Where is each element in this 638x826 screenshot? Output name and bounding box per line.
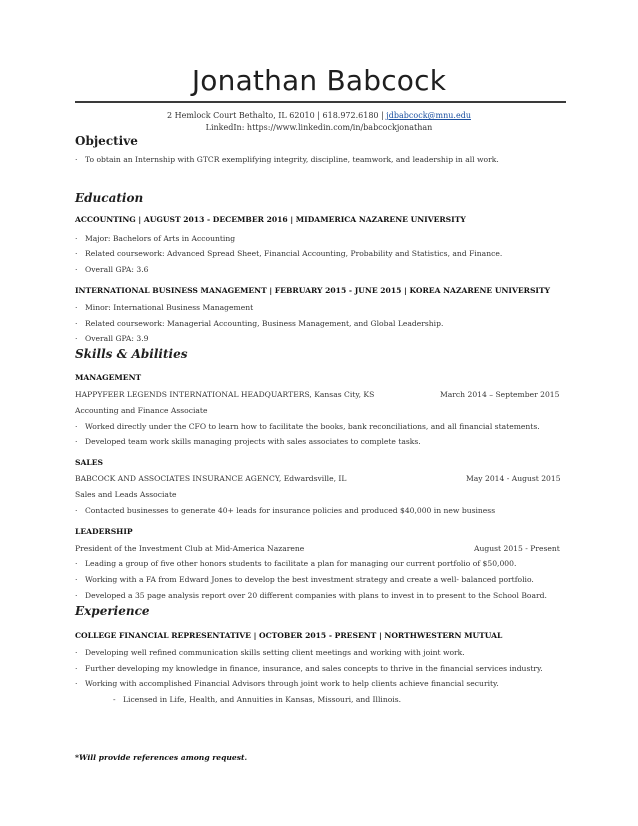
experience-entry-title: COLLEGE FINANCIAL REPRESENTATIVE | OCTOBER 2015 - PRESENT | NORTHWESTERN MUTUAL [75,631,503,640]
job-role: Accounting and Finance Associate [75,406,208,415]
objective-heading: Objective [75,134,138,148]
bullet-glyph: · [75,155,78,164]
list-item: · Major: Bachelors of Arts in Accounting [75,234,236,243]
employer-line: President of the Investment Club at Mid-America Nazarene [75,544,305,553]
list-item: · Related coursework: Managerial Accounting, Business Management, and Global Leadership. [75,319,444,328]
list-item: · Developed team work skills managing projects with sales associates to complete tasks. [75,437,421,446]
list-item: · Developing well refined communication skills setting client meetings and working with joint work. [75,648,465,657]
skill-category-leadership: LEADERSHIP [75,527,133,536]
list-item: · Related coursework: Advanced Spread Sheet, Financial Accounting, Probability and Statistics, and Finance. [75,249,503,258]
skill-category-sales: SALES [75,458,103,467]
list-item: · Working with a FA from Edward Jones to develop the best investment strategy and create a well- balanced portfolio. [75,575,534,584]
education-entry-title: INTERNATIONAL BUSINESS MANAGEMENT | FEBRUARY 2015 - JUNE 2015 | KOREA NAZARENE UNIVERSITY [75,286,551,295]
education-heading: Education [75,191,144,205]
list-item: · Overall GPA: 3.6 [75,265,149,274]
candidate-name: Jonathan Babcock [191,64,447,97]
email-link[interactable]: jdbabcock@mnu.edu [386,111,471,120]
employer-line: HAPPYFEER LEGENDS INTERNATIONAL HEADQUARTERS, Kansas City, KS [75,390,375,399]
list-item: · Further developing my knowledge in finance, insurance, and sales concepts to thrive in the financial services industry. [75,664,543,673]
list-item: · Minor: International Business Management [75,303,254,312]
list-item: · Developed a 35 page analysis report over 20 different companies with plans to invest in to present to the School Board. [75,591,547,600]
education-entry-title: ACCOUNTING | AUGUST 2013 - DECEMBER 2016 | MIDAMERICA NAZARENE UNIVERSITY [75,215,466,224]
date-range: August 2015 - Present [474,544,560,553]
linkedin-line[interactable]: LinkedIn: https://www.linkedin.com/in/babcockjonathan [205,123,433,132]
objective-text: · To obtain an Internship with GTCR exemplifying integrity, discipline, teamwork, and leadership in all work. [75,155,499,164]
header-divider [75,101,566,103]
job-role: Sales and Leads Associate [75,490,177,499]
skills-heading: Skills & Abilities [75,347,188,361]
contact-line [0,111,638,120]
list-item: · Leading a group of five other honors students to facilitate a plan for managing our current portfolio of $50,000. [75,559,517,568]
date-range: March 2014 – September 2015 [440,390,560,399]
references-note: *Will provide references among request. [75,753,248,762]
list-item: · Overall GPA: 3.9 [75,334,149,343]
skill-category-management: MANAGEMENT [75,373,142,382]
list-item: · Contacted businesses to generate 40+ leads for insurance policies and produced $40,000 in new business [75,506,496,515]
address-phone: 2 Hemlock Court Bethalto, IL 62010 | 618.972.6180 | [167,111,387,120]
employer-line: BABCOCK AND ASSOCIATES INSURANCE AGENCY, Edwardsville, IL [75,474,347,483]
list-item: · Working with accomplished Financial Advisors through joint work to help clients achieve financial security. [75,679,499,688]
experience-heading: Experience [75,604,150,618]
sub-list-item: - Licensed in Life, Health, and Annuities in Kansas, Missouri, and Illinois. [113,695,402,704]
date-range: May 2014 - August 2015 [466,474,561,483]
list-item: · Worked directly under the CFO to learn how to facilitate the books, bank reconciliations, and all financial statements. [75,422,540,431]
